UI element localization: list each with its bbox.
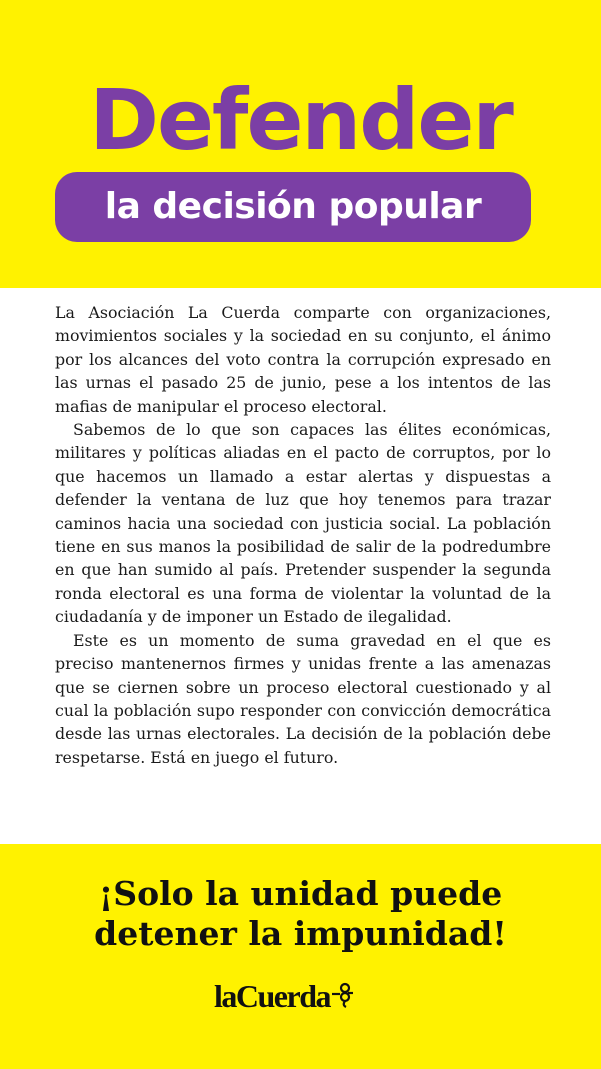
subtitle-pill — [55, 172, 531, 242]
logo-text: laCuerda — [214, 977, 330, 1014]
statement-paragraph-1: La Asociación La Cuerda comparte con organizaciones, movimientos sociales y la sociedad en su conjunto, el ánimo por los alcances del voto contra la corrupción expresado en las urnas el pasado 25 de junio, pese a los intentos de las mafias de manipular el proceso electoral. — [55, 303, 551, 416]
statement-paragraph-3: Este es un momento de suma gravedad en el que es preciso mantenernos firmes y unidas frente a las amenazas que se ciernen sobre un proceso electoral cuestionado y al cual la población supo responder con convicción democrática desde las urnas electorales. La decisión de la población debe respetarse. Está en juego el futuro. — [55, 630, 551, 767]
headline-title: Defender — [89, 71, 512, 169]
subtitle-text: la decisión popular — [104, 186, 482, 227]
slogan-line-1: ¡Solo la unidad puede — [98, 874, 503, 913]
la-cuerda-logo — [214, 976, 354, 1016]
footer-band — [0, 844, 601, 1069]
slogan — [0, 874, 601, 954]
statement-section — [0, 288, 601, 844]
slogan-line-2: detener la impunidad! — [94, 914, 507, 953]
statement-body — [55, 301, 551, 769]
statement-paragraph-2: Sabemos de lo que son capaces las élites económicas, militares y políticas aliadas en el pacto de corruptos, por lo que hacemos un llamado a estar alertas y dispuestas a defender la ventana de luz que hoy tenemos para trazar caminos hacia una sociedad con justicia social. La población tiene en sus manos la posibilidad de salir de la podredumbre en que han sumido al país. Pretender suspender la segunda ronda electoral es una forma de violentar la voluntad de la ciudadanía y de imponer un Estado de ilegalidad. — [55, 420, 551, 627]
knot-icon — [332, 980, 354, 1013]
header-band — [0, 0, 601, 288]
